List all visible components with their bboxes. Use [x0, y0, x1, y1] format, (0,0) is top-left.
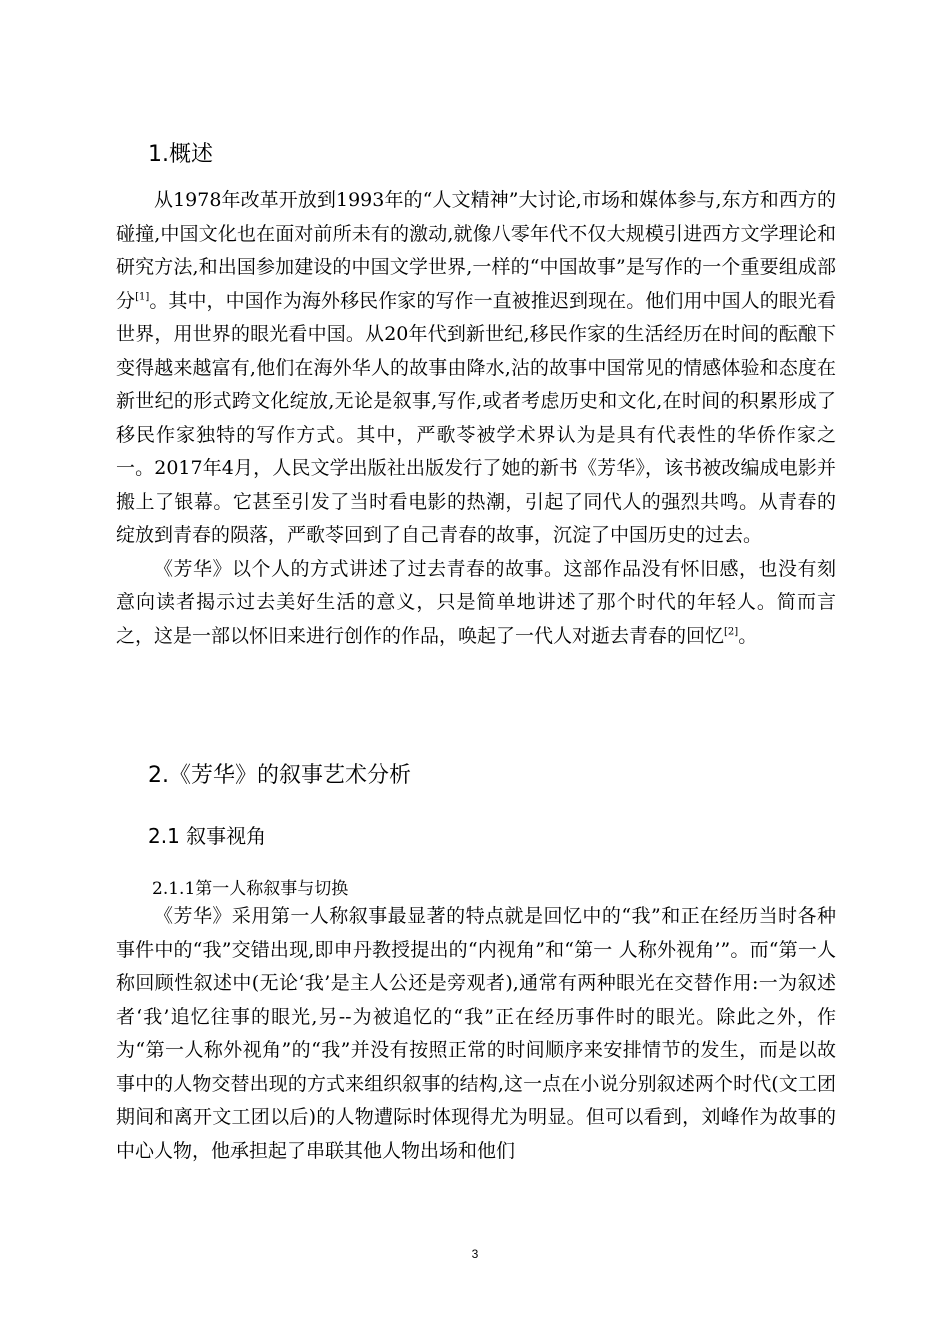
citation-ref: [1]: [135, 291, 150, 303]
subsection-heading-narrative-perspective: 2.1 叙事视角: [148, 824, 267, 848]
paragraph: [116, 553, 836, 654]
section-heading-overview: 1.概述: [148, 142, 213, 167]
paragraph-text: 从1978年改革开放到1993年的“人文精神”大讨论,市场和媒体参与,东方和西方的碰撞,中国文化也在面对前所未有的激动,就像八零年代不仅大规模引进西方文学理论和研究方法,和出国参加建设的中国文学世界,一样的“中国故事”是写作的一个重要组成部分: [116, 189, 836, 312]
section-2-body: [116, 900, 836, 1168]
page-number: 3: [471, 1247, 479, 1261]
paragraph-text: 。: [738, 624, 758, 647]
subsubsection-heading-first-person: 2.1.1第一人称叙事与切换: [152, 879, 349, 899]
citation-ref: [2]: [724, 626, 739, 638]
paragraph: [116, 184, 836, 553]
paragraph: 《芳华》采用第一人称叙事最显著的特点就是回忆中的“我”和正在经历当时各种事件中的“我”交错出现,即申丹教授提出的“内视角”和“第一 人称外视角’”。而“第一人称回顾性叙述中(无论‘我’是主人公还是旁观者),通常有两种眼光在交替作用:一为叙述者‘我’追忆往事的眼光,另--为被追忆的“我”正在经历事件时的眼光。除此之外，作为“第一人称外视角”的“我”并没有按照正常的时间顺序来安排情节的发生，而是以故事中的人物交替出现的方式来组织叙事的结构,这一点在小说分别叙述两个时代(文工团期间和离开文工团以后)的人物遭际时体现得尤为明显。但可以看到，刘峰作为故事的中心人物，他承担起了串联其他人物出场和他们: [116, 905, 836, 1162]
paragraph-text: 《芳华》以个人的方式讲述了过去青春的故事。这部作品没有怀旧感，也没有刻意向读者揭示过去美好生活的意义，只是简单地讲述了那个时代的年轻人。简而言之，这是一部以怀旧来进行创作的作品，唤起了一代人对逝去青春的回忆: [116, 557, 836, 647]
section-1-body: [116, 184, 836, 653]
paragraph-text: 。其中，中国作为海外移民作家的写作一直被推迟到现在。他们用中国人的眼光看世界，用世界的眼光看中国。从20年代到新世纪,移民作家的生活经历在时间的酝酿下变得越来越富有,他们在海外华人的故事由降水,沾的故事中国常见的情感体验和态度在新世纪的形式跨文化绽放,无论是叙事,写作,或者考虑历史和文化,在时间的积累形成了移民作家独特的写作方式。其中，严歌苓被学术界认为是具有代表性的华侨作家之一。2017年4月，人民文学出版社出版发行了她的新书《芳华》，该书被改编成电影并搬上了银幕。它甚至引发了当时看电影的热潮，引起了同代人的强烈共鸣。从青春的绽放到青春的陨落，严歌苓回到了自己青春的故事，沉淀了中国历史的过去。: [116, 289, 836, 546]
section-heading-narrative-analysis: 2.《芳华》的叙事艺术分析: [148, 763, 411, 788]
